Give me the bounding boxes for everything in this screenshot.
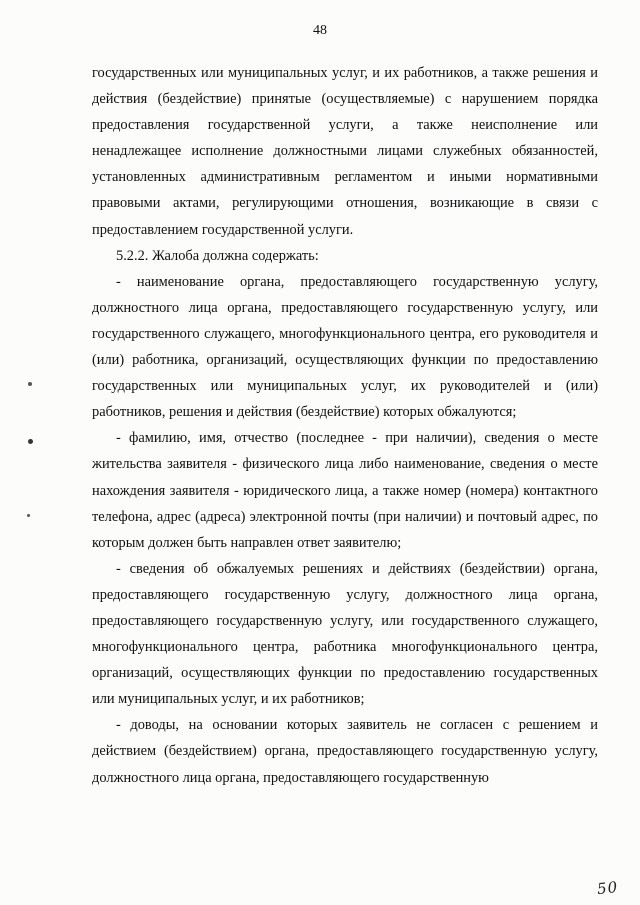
page-number: 48 [313, 23, 327, 38]
paragraph-item-arguments: - доводы, на основании которых заявитель не согласен с решением и действием (бездействием) органа, предоставляющего государственную услугу, должностного лица органа, предоставляющего государственную [92, 717, 598, 786]
margin-dot-mark [28, 382, 32, 386]
document-body [92, 60, 598, 791]
margin-dot-mark [27, 514, 30, 517]
handwritten-folio-number: 50 [596, 877, 619, 899]
paragraph-heading-5-2-2: 5.2.2. Жалоба должна содержать: [116, 247, 319, 264]
paragraph-item-organ-name: - наименование органа, предоставляющего государственную услугу, должностного лица органа, предоставляющего государственную услугу, или государственного служащего, многофункционального центра, его руководителя и (или) работника, организаций, осуществляющих функции по предоставлению государственных или муниципальных услуг, их руководителей и (или) работников, решения и действия (бездействие) которых обжалуются; [92, 273, 598, 421]
margin-dot-mark [28, 439, 33, 444]
paragraph-item-applicant-info: - фамилию, имя, отчество (последнее - при наличии), сведения о месте жительства заявителя - физического лица либо наименование, сведения о месте нахождения заявителя - юридического лица, а также номер (номера) контактного телефона, адрес (адреса) электронной почты (при наличии) и почтовый адрес, по которым должен быть направлен ответ заявителю; [92, 430, 598, 551]
paragraph-item-appealed-decisions: - сведения об обжалуемых решениях и действиях (бездействии) органа, предоставляющего государственную услугу, должностного лица органа, предоставляющего государственную услугу, или государственного служащего, многофункционального центра, работника многофункционального центра, организаций, осуществляющих функции по предоставлению государственных или муниципальных услуг, и их работников; [92, 560, 598, 708]
paragraph-continuation: государственных или муниципальных услуг, и их работников, а также решения и действия (бездействие) принятые (осуществляемые) с нарушением порядка предоставления государственной услуги, а также неисполнение или ненадлежащее исполнение должностными лицами служебных обязанностей, установленных административным регламентом и иными нормативными правовыми актами, регулирующими отношения, возникающие в связи с предоставлением государственной услуги. [92, 65, 598, 238]
